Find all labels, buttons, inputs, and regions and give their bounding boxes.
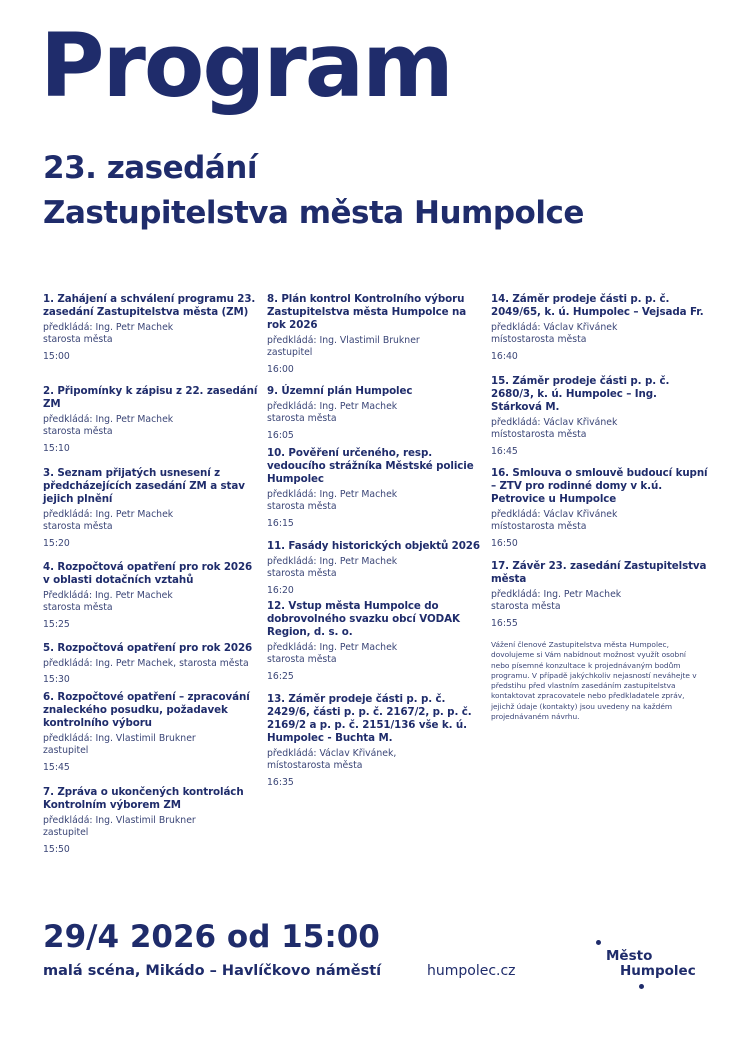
agenda-item-presenter: předkládá: Ing. Petr Machek bbox=[267, 556, 398, 567]
agenda-item-time: 16:45 bbox=[491, 445, 518, 457]
page-title: Program bbox=[40, 14, 452, 117]
agenda-item bbox=[491, 375, 711, 458]
agenda-item bbox=[267, 693, 482, 789]
agenda-item-title: 8. Plán kontrol Kontrolního výboru Zastupitelstva města Humpolce na rok 2026 bbox=[267, 293, 467, 331]
agenda-item-title: 2. Připomínky k zápisu z 22. zasedání ZM bbox=[43, 385, 258, 410]
agenda-item-time: 16:05 bbox=[267, 429, 294, 441]
agenda-item-time: 16:15 bbox=[267, 517, 294, 529]
logo-dot-icon bbox=[639, 984, 644, 989]
agenda-item-presenter: Předkládá: Ing. Petr Machek bbox=[43, 590, 173, 601]
agenda-item-time: 16:00 bbox=[267, 363, 294, 375]
city-logo bbox=[596, 938, 706, 994]
agenda-item-title: 4. Rozpočtová opatření pro rok 2026 v oblasti dotačních vztahů bbox=[43, 561, 253, 586]
agenda-item-presenter: předkládá: Václav Křivánek, bbox=[267, 748, 397, 759]
agenda-item bbox=[267, 293, 482, 376]
agenda-item-presenter: předkládá: Václav Křivánek bbox=[491, 417, 618, 428]
agenda-item bbox=[491, 467, 711, 550]
agenda-item-time: 15:45 bbox=[43, 761, 70, 773]
agenda-item-role: starosta města bbox=[491, 601, 561, 613]
agenda-item-presenter: předkládá: Ing. Petr Machek bbox=[267, 489, 398, 500]
logo-dot-icon bbox=[596, 940, 601, 945]
agenda-item bbox=[43, 293, 258, 363]
agenda-item bbox=[43, 691, 258, 774]
agenda-item-time: 15:30 bbox=[43, 674, 70, 686]
agenda-item-role: místostarosta města bbox=[491, 429, 587, 441]
agenda-item-time: 15:50 bbox=[43, 843, 70, 855]
agenda-item-presenter: předkládá: Ing. Petr Machek bbox=[43, 509, 174, 520]
agenda-item-title: 11. Fasády historických objektů 2026 bbox=[267, 540, 480, 552]
agenda-item-time: 15:10 bbox=[43, 442, 70, 454]
agenda-item-title: 16. Smlouva o smlouvě budoucí kupní – ZTV pro rodinné domy v k.ú. Petrovice u Humpolce bbox=[491, 467, 708, 505]
agenda-item-title: 13. Záměr prodeje části p. p. č. 2429/6, části p. p. č. 2167/2, p. p. č. 2169/2 a p. p. č. 2151/136 vše k. ú. Humpolec - Buchta M. bbox=[267, 693, 472, 744]
agenda-item-title: 9. Územní plán Humpolec bbox=[267, 385, 413, 397]
agenda-item bbox=[267, 385, 482, 442]
agenda-item-role: místostarosta města bbox=[491, 521, 587, 533]
agenda-item-title: 5. Rozpočtová opatření pro rok 2026 bbox=[43, 642, 253, 654]
agenda-item-presenter: předkládá: Ing. Petr Machek bbox=[43, 322, 174, 333]
agenda-item-title: 6. Rozpočtové opatření – zpracování znaleckého posudku, požadavek kontrolního výboru bbox=[43, 691, 250, 729]
agenda-item-title: 1. Zahájení a schválení programu 23. zasedání Zastupitelstva města (ZM) bbox=[43, 293, 256, 318]
meeting-place: malá scéna, Mikádo – Havlíčkovo náměstí bbox=[43, 963, 382, 979]
agenda-item-presenter: předkládá: Ing. Vlastimil Brukner bbox=[43, 733, 196, 744]
agenda-item-time: 15:00 bbox=[43, 350, 70, 362]
agenda-item-presenter: předkládá: Ing. Petr Machek bbox=[267, 401, 398, 412]
agenda-item bbox=[43, 467, 258, 550]
agenda-item-role: starosta města bbox=[43, 426, 113, 438]
agenda-item bbox=[43, 385, 258, 455]
agenda-item-role: starosta města bbox=[43, 521, 113, 533]
agenda-item-title: 14. Záměr prodeje části p. p. č. 2049/65, k. ú. Humpolec – Vejsada Fr. bbox=[491, 293, 704, 318]
logo-line2: Humpolec bbox=[620, 963, 696, 979]
agenda-item bbox=[491, 560, 711, 630]
agenda-item-role: místostarosta města bbox=[491, 334, 587, 346]
agenda-item bbox=[267, 540, 482, 597]
subtitle-line1: 23. zasedání bbox=[43, 150, 257, 186]
agenda-item bbox=[267, 447, 482, 530]
logo-line1: Město bbox=[606, 948, 653, 964]
agenda-item-presenter: předkládá: Ing. Vlastimil Brukner bbox=[43, 815, 196, 826]
agenda-item-presenter: předkládá: Ing. Petr Machek bbox=[491, 589, 622, 600]
agenda-item-presenter: předkládá: Václav Křivánek bbox=[491, 322, 618, 333]
agenda-item-time: 15:20 bbox=[43, 537, 70, 549]
agenda-item-time: 16:35 bbox=[267, 776, 294, 788]
subtitle-line2: Zastupitelstva města Humpolce bbox=[43, 195, 584, 231]
meeting-date: 29/4 2026 od 15:00 bbox=[43, 919, 380, 955]
agenda-item-title: 17. Závěr 23. zasedání Zastupitelstva města bbox=[491, 560, 707, 585]
agenda-item-title: 10. Pověření určeného, resp. vedoucího strážníka Městské policie Humpolec bbox=[267, 447, 474, 485]
agenda-item-title: 12. Vstup města Humpolce do dobrovolného svazku obcí VODAK Region, d. s. o. bbox=[267, 600, 460, 638]
agenda-item-role: starosta města bbox=[267, 413, 337, 425]
agenda-item-role: místostarosta města bbox=[267, 760, 363, 772]
agenda-item-presenter: předkládá: Ing. Petr Machek bbox=[267, 642, 398, 653]
agenda-item-presenter: předkládá: Ing. Petr Machek, starosta města bbox=[43, 658, 249, 669]
agenda-item bbox=[267, 600, 482, 683]
agenda-item bbox=[43, 642, 258, 686]
agenda-item-role: starosta města bbox=[43, 334, 113, 346]
council-note: Vážení členové Zastupitelstva města Humpolec, dovolujeme si Vám nabídnout možnost využít osobní nebo písemné konzultace k projednávaným bodům programu. V případě jakýchkoliv nejasností neváhejte v předstihu před vlastním zasedáním zastupitelstva kontaktovat zpracovatele nebo předkladatele zpráv, jejichž údaje (kontakty) jsou uvedeny na každém projednávaném návrhu. bbox=[491, 640, 697, 722]
agenda-item-time: 16:40 bbox=[491, 350, 518, 362]
agenda-item-role: starosta města bbox=[43, 602, 113, 614]
agenda-item bbox=[491, 293, 711, 363]
agenda-item bbox=[43, 786, 258, 856]
agenda-item-role: starosta města bbox=[267, 568, 337, 580]
agenda-item-presenter: předkládá: Václav Křivánek bbox=[491, 509, 618, 520]
agenda-item-title: 15. Záměr prodeje části p. p. č. 2680/3, k. ú. Humpolec – Ing. Stárková M. bbox=[491, 375, 670, 413]
agenda-item-role: zastupitel bbox=[43, 827, 89, 839]
agenda-item-presenter: předkládá: Ing. Petr Machek bbox=[43, 414, 174, 425]
agenda-item-time: 15:25 bbox=[43, 618, 70, 630]
agenda-item-role: zastupitel bbox=[43, 745, 89, 757]
agenda-item-time: 16:20 bbox=[267, 584, 294, 596]
agenda-item-presenter: předkládá: Ing. Vlastimil Brukner bbox=[267, 335, 420, 346]
agenda-item bbox=[43, 561, 258, 631]
agenda-item-role: starosta města bbox=[267, 654, 337, 666]
agenda-item-role: zastupitel bbox=[267, 347, 313, 359]
agenda-item-time: 16:25 bbox=[267, 670, 294, 682]
agenda-item-time: 16:50 bbox=[491, 537, 518, 549]
website-link[interactable]: humpolec.cz bbox=[427, 963, 516, 979]
agenda-item-title: 3. Seznam přijatých usnesení z předcházejících zasedání ZM a stav jejich plnění bbox=[43, 467, 245, 505]
agenda-item-title: 7. Zpráva o ukončených kontrolách Kontrolním výborem ZM bbox=[43, 786, 244, 811]
agenda-item-role: starosta města bbox=[267, 501, 337, 513]
agenda-item-time: 16:55 bbox=[491, 617, 518, 629]
